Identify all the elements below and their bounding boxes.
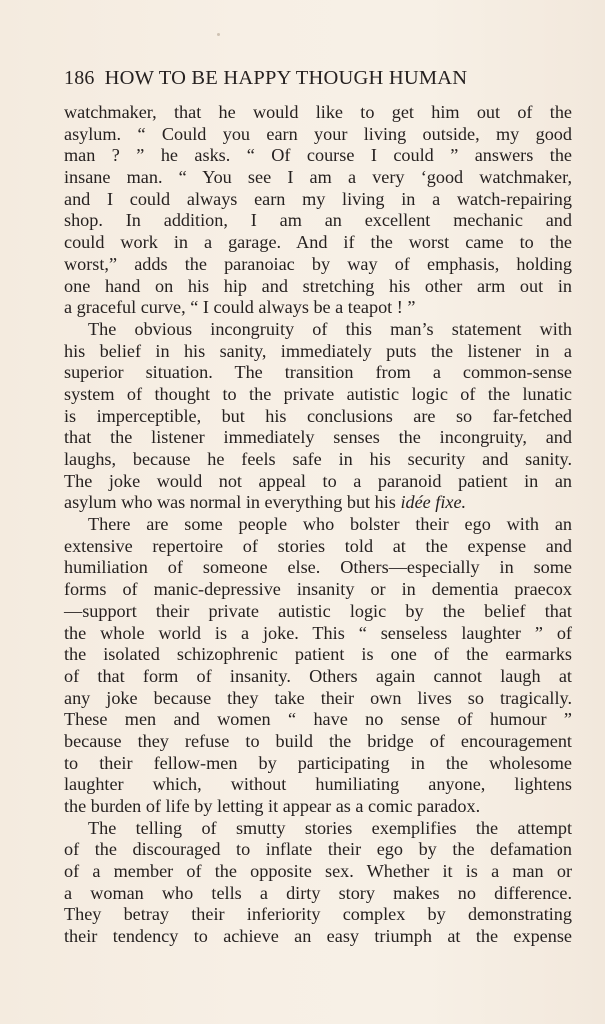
text-line: The joke would not appeal to a paranoid patient in an bbox=[64, 470, 572, 491]
text-line: his belief in his sanity, immediately puts the listener in a bbox=[64, 340, 572, 361]
text-line: —support their private autistic logic by the belief that bbox=[64, 600, 572, 621]
page-number: 186 bbox=[64, 67, 95, 89]
text-line: their tendency to achieve an easy triumph at the expense bbox=[64, 926, 572, 947]
text-line: one hand on his hip and stretching his other arm out in bbox=[64, 275, 572, 296]
paragraph-first-line: There are some people who bolster their ego with an bbox=[88, 514, 572, 535]
line-text: asylum who was normal in everything but his bbox=[64, 492, 396, 513]
text-line: laughs, because he feels safe in his security and sanity. bbox=[64, 449, 572, 469]
text-line: superior situation. The transition from a common-sense bbox=[64, 362, 572, 383]
text-line: extensive repertoire of stories told at the expense and bbox=[64, 535, 572, 556]
text-line: the burden of life by letting it appear as a comic paradox. bbox=[64, 796, 481, 816]
paragraph-first-line: The obvious incongruity of this man’s statement with bbox=[88, 318, 572, 339]
text-line: because they refuse to build the bridge of encouragement bbox=[64, 730, 572, 751]
text-line: man ? ” he asks. “ Of course I could ” answers the bbox=[64, 145, 572, 166]
running-title: HOW TO BE HAPPY THOUGH HUMAN bbox=[104, 67, 468, 89]
text-line: humiliation of someone else. Others—especially in some bbox=[64, 557, 572, 578]
text-line: worst,” adds the paranoiac by way of emphasis, holding bbox=[64, 253, 572, 274]
text-line: any joke because they take their own lives so tragically. bbox=[64, 687, 572, 708]
text-line: is imperceptible, but his conclusions are so far-fetched bbox=[64, 405, 572, 426]
text-line-with-italic bbox=[64, 492, 572, 514]
text-line: insane man. “ You see I am a very ‘good watchmaker, bbox=[64, 167, 572, 188]
text-line: the whole world is a joke. This “ senseless laughter ” of bbox=[64, 622, 572, 643]
text-line: could work in a garage. And if the worst came to the bbox=[64, 232, 572, 253]
text-line: shop. In addition, I am an excellent mechanic and bbox=[64, 210, 572, 231]
page-header bbox=[64, 67, 572, 95]
text-line: They betray their inferiority complex by demonstrating bbox=[64, 904, 572, 925]
text-line: a woman who tells a dirty story makes no difference. bbox=[64, 882, 572, 903]
text-line: watchmaker, that he would like to get him out of the bbox=[64, 102, 572, 122]
paragraph-first-line: The telling of smutty stories exemplifies the attempt bbox=[88, 817, 572, 838]
text-line: a graceful curve, “ I could always be a teapot ! ” bbox=[64, 297, 416, 318]
text-line: that the listener immediately senses the incongruity, and bbox=[64, 427, 572, 448]
text-line: of the discouraged to inflate their ego by the defamation bbox=[64, 839, 572, 860]
body-text bbox=[64, 102, 572, 948]
text-line: system of thought to the private autistic logic of the lunatic bbox=[64, 383, 572, 404]
text-line: of that form of insanity. Others again cannot laugh at bbox=[64, 665, 572, 686]
text-line: the isolated schizophrenic patient is one of the earmarks bbox=[64, 644, 572, 665]
text-line: and I could always earn my living in a watch-repairing bbox=[64, 188, 572, 209]
text-line: These men and women “ have no sense of humour ” bbox=[64, 709, 572, 730]
text-line: laughter which, without humiliating anyone, lightens bbox=[64, 774, 572, 795]
text-line: forms of manic-depressive insanity or in dementia praecox bbox=[64, 579, 572, 600]
text-line: asylum. “ Could you earn your living outside, my good bbox=[64, 123, 572, 144]
italic-phrase: idée fixe. bbox=[400, 492, 467, 513]
text-line: to their fellow-men by participating in the wholesome bbox=[64, 752, 572, 773]
paper-speck bbox=[217, 33, 220, 36]
text-line: of a member of the opposite sex. Whether it is a man or bbox=[64, 861, 572, 882]
